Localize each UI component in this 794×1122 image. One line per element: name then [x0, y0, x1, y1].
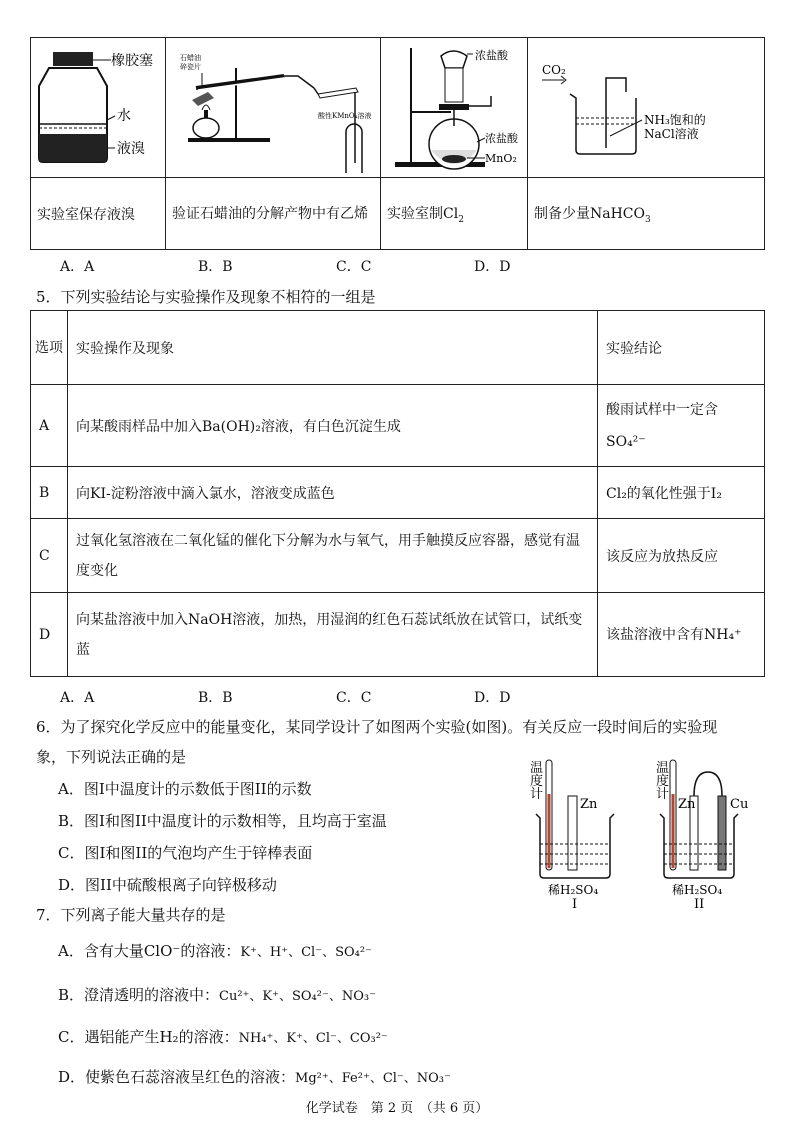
q6-stem-line1: 6．为了探究化学反应中的能量变化，某同学设计了如图两个实验(如图)。有关反应一段时间后的实验现	[36, 718, 718, 736]
label-paraffin: 石蜡油	[180, 54, 201, 62]
thermo-label-2c: 计	[656, 787, 670, 802]
q5-options	[60, 687, 510, 707]
q6-option-b[interactable]: B．图I和图II中温度计的示数相等，且均高于室温	[58, 812, 387, 830]
q4-image-a	[31, 38, 166, 178]
q6-option-c[interactable]: C．图I和图II的气泡均产生于锌棒表面	[58, 844, 313, 862]
table-row	[31, 467, 765, 519]
q5-b-opt: B	[31, 467, 68, 519]
label-mno2: MnO₂	[485, 152, 517, 165]
label-bromine: 液溴	[117, 141, 145, 157]
q6-stem-line2: 象，下列说法正确的是	[36, 748, 187, 766]
q4-option-c[interactable]: C．C	[336, 259, 372, 275]
bromine-bottle-figure	[31, 38, 165, 173]
q6-option-a[interactable]: A．图I中温度计的示数低于图II的示数	[58, 780, 312, 798]
q4-option-d[interactable]: D．D	[474, 259, 511, 275]
q5-a-opt: A	[31, 385, 68, 467]
q7-option-d[interactable]: D．使紫色石蕊溶液呈红色的溶液：Mg²⁺、Fe²⁺、Cl⁻、NO₃⁻	[58, 1068, 451, 1086]
figure-label-1: I	[572, 897, 578, 912]
figure-2	[656, 760, 748, 912]
q4-table	[30, 37, 765, 250]
label-conc-hcl-flask: 浓盐酸	[485, 132, 518, 145]
q5-stem: 5．下列实验结论与实验操作及现象不相符的一组是	[36, 288, 376, 306]
q4-caption-c: 实验室制$Cl_2$	[381, 178, 528, 250]
thermo-label-1c: 计	[530, 787, 544, 802]
label-nacl: NaCl溶液	[644, 127, 699, 141]
q5-option-a[interactable]: A．A	[60, 690, 95, 706]
q5-b-concl: Cl₂的氧化性强于I₂	[598, 467, 765, 519]
q5-header-option: 选项	[31, 311, 68, 385]
q5-d-concl: 该盐溶液中含有NH₄⁺	[598, 593, 765, 677]
figure-label-2: II	[694, 897, 705, 912]
q7-stem: 7．下列离子能大量共存的是	[36, 906, 226, 924]
nahco3-preparation-figure	[528, 38, 743, 173]
q5-c-op: 过氧化氢溶液在二氧化锰的催化下分解为水与氧气，用手触摸反应容器，感觉有温度变化	[68, 519, 598, 593]
liquid-bromine	[39, 134, 107, 162]
chlorine-generator-figure	[381, 38, 527, 173]
q5-c-opt: C	[31, 519, 68, 593]
thermo-label-1a: 温	[530, 761, 544, 776]
q4-option-a[interactable]: A．A	[60, 259, 95, 275]
label-kmno4: 酸性KMnO₄溶液	[318, 112, 372, 120]
q5-a-concl: 酸雨试样中一定含SO₄²⁻	[598, 385, 765, 467]
label-stopper: 橡胶塞	[111, 53, 153, 69]
q5-c-concl: 该反应为放热反应	[598, 519, 765, 593]
zn-label-1: Zn	[580, 797, 598, 812]
q4-image-c	[381, 38, 528, 178]
page-footer: 化学试卷 第 2 页 （共 6 页）	[305, 1101, 489, 1116]
label-water: 水	[117, 108, 131, 124]
q5-option-b[interactable]: B．B	[198, 690, 233, 706]
q4-caption-a: 实验室保存液溴	[31, 178, 166, 250]
cu-label: Cu	[730, 797, 749, 812]
label-co2: CO₂	[542, 63, 566, 77]
q4-options	[60, 256, 510, 276]
q5-b-op: 向KI-淀粉溶液中滴入氯水，溶液变成蓝色	[68, 467, 598, 519]
q4-caption-d: 制备少量NaHCO$_3$	[528, 178, 765, 250]
label-nh3: NH₃饱和的	[644, 113, 706, 127]
thermo-label-2b: 度	[656, 774, 670, 789]
q5-header-operation: 实验操作及现象	[68, 311, 598, 385]
q5-option-d[interactable]: D．D	[474, 690, 511, 706]
q5-d-op: 向某盐溶液中加入NaOH溶液，加热，用湿润的红色石蕊试纸放在试管口，试纸变蓝	[68, 593, 598, 677]
q4-option-b[interactable]: B．B	[198, 259, 233, 275]
q4-image-b	[166, 38, 381, 178]
table-row	[31, 593, 765, 677]
table-row	[31, 385, 765, 467]
q5-table	[30, 310, 765, 677]
q5-a-op: 向某酸雨样品中加入Ba(OH)₂溶液，有白色沉淀生成	[68, 385, 598, 467]
q5-option-c[interactable]: C．C	[336, 690, 372, 706]
acid-label-1: 稀H₂SO₄	[548, 883, 599, 897]
thermo-label-2a: 温	[656, 761, 670, 776]
zn-label-2: Zn	[678, 797, 696, 812]
q4-image-d	[528, 38, 765, 178]
label-conc-hcl-top: 浓盐酸	[475, 49, 508, 62]
acid-label-2: 稀H₂SO₄	[672, 883, 723, 897]
cu-rod	[718, 796, 726, 870]
table-row	[31, 519, 765, 593]
q7-option-b[interactable]: B．澄清透明的溶液中：Cu²⁺、K⁺、SO₄²⁻、NO₃⁻	[58, 986, 376, 1004]
paraffin-cracking-figure	[166, 38, 380, 173]
q5-d-opt: D	[31, 593, 68, 677]
q7-option-a[interactable]: A．含有大量ClO⁻的溶液：K⁺、H⁺、Cl⁻、SO₄²⁻	[58, 942, 372, 960]
q7-option-c[interactable]: C．遇铝能产生H₂的溶液：NH₄⁺、K⁺、Cl⁻、CO₃²⁻	[58, 1028, 388, 1046]
figure-1	[530, 760, 614, 912]
zn-rod-1	[568, 796, 577, 870]
wire	[694, 772, 722, 796]
thermo-label-1b: 度	[530, 774, 544, 789]
rubber-stopper	[53, 52, 93, 66]
q5-header-conclusion: 实验结论	[598, 311, 765, 385]
q6-figure	[520, 756, 770, 912]
q4-caption-b: 验证石蜡油的分解产物中有乙烯	[166, 178, 381, 250]
q6-option-d[interactable]: D．图II中硫酸根离子向锌极移动	[58, 876, 277, 894]
label-porcelain: 碎瓷片	[180, 63, 201, 71]
